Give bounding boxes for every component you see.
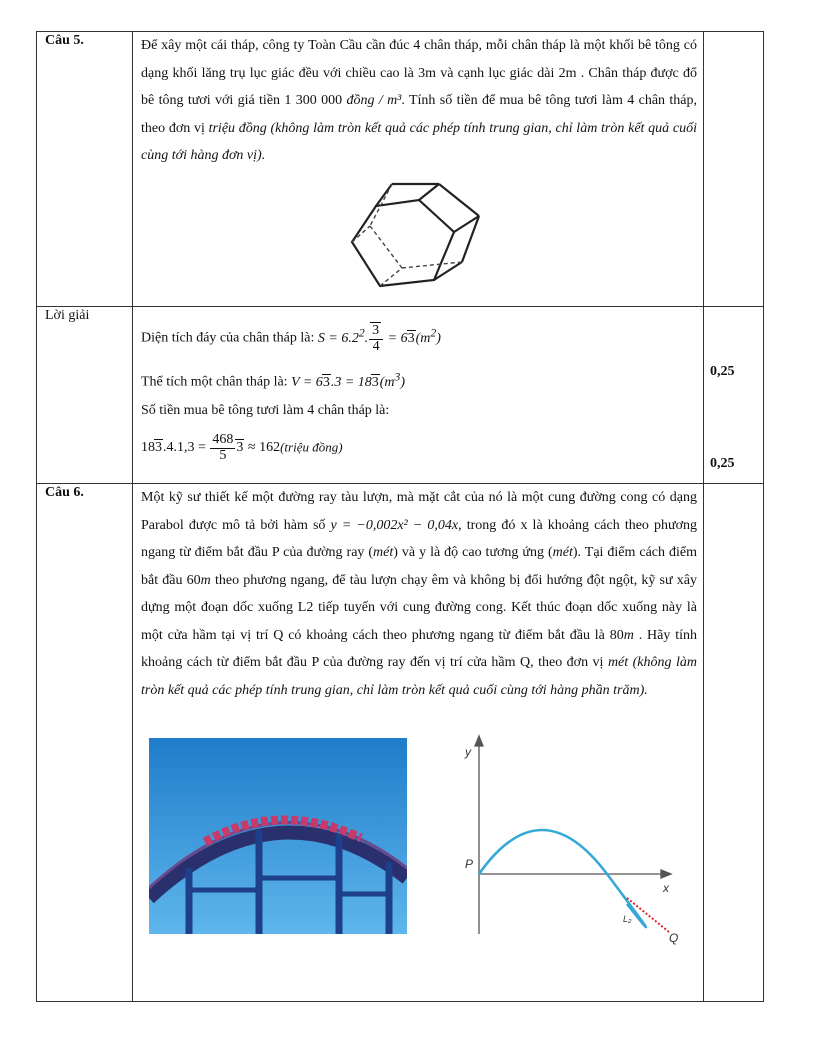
question-6-figures	[141, 726, 697, 976]
solution-row	[37, 307, 764, 484]
question-5-row	[37, 32, 764, 307]
solution-line-3: Số tiền mua bê tông tươi làm 4 chân tháp là:	[141, 403, 390, 418]
roller-coaster-photo	[149, 738, 407, 934]
question-6-text: Một kỹ sư thiết kế một đường ray tàu lượn, mà mặt cắt của nó là một cung đường cong có dạng Parabol được mô tả bởi hàm số y = −0,002x² − 0,04x, trong đó x là khoảng cách theo phương ngang từ điểm bắt đầu P của đường ray (mét) và y là độ cao tương ứng (mét). Tại điểm cách điểm bắt đầu 60m theo phương ngang, để tàu lượn chạy êm và không bị đổi hướng đột ngột, kỹ sư xây dựng một đoạn dốc xuống L2 tiếp tuyến với cung đường cong. Kết thúc đoạn dốc xuống này là một cửa hầm tại vị trí Q có khoảng cách theo phương ngang từ điểm bắt đầu là 80m . Hãy tính khoảng cách từ điểm bắt đầu P của đường ray đến vị trí cửa hầm Q, theo đơn vị mét (không làm tròn kết quả các phép tính trung gian, chỉ làm tròn kết quả cuối cùng tới hàng phần trăm).	[141, 490, 698, 698]
parabola-function: y = −0,002x² − 0,04x	[330, 517, 459, 533]
volume-formula: $V = 63.3 = 183(m^3)$	[291, 370, 406, 390]
x-axis-arrow	[661, 870, 671, 878]
solution-line-1: Diện tích đáy của chân tháp là: $S = 6.2^2$. $\frac{3}{4}$ = $63(m^2)$	[141, 323, 441, 354]
graph-q-label: Q	[669, 931, 679, 945]
exam-table	[36, 31, 764, 1002]
l2-tangent-line	[627, 898, 669, 932]
graph-l2-label: L₂	[623, 914, 632, 924]
parabola-curve	[479, 830, 646, 927]
graph-y-label: y	[465, 745, 471, 759]
parabola-graph	[431, 726, 681, 946]
solution-label: Lời giải	[45, 308, 90, 323]
question-6-label: Câu 6.	[45, 485, 84, 500]
score-1: 0,25	[710, 364, 735, 379]
y-axis-arrow	[475, 736, 483, 746]
question-5-text: Để xây một cái tháp, công ty Toàn Cầu cần đúc 4 chân tháp, mỗi chân tháp là một khối bê tông có dạng khối lăng trụ lục giác đều với chiều cao là 3m và cạnh lục giác dài 2m . Chân tháp được đổ bê tông tươi với giá tiền 1 300 000 đồng / m³. Tính số tiền để mua bê tông tươi làm 4 chân tháp, theo đơn vị triệu đồng (không làm tròn kết quả các phép tính trung gian, chỉ làm tròn kết quả cuối cùng tới hàng đơn vị).	[141, 38, 698, 163]
graph-x-label: x	[663, 881, 669, 895]
question-6-row	[37, 484, 764, 1002]
solution-line-4: 183.4.1,3 = $\frac{468}{5}$ 3 ≈ 162(triệu đồng)	[141, 432, 343, 463]
question-5-label: Câu 5.	[45, 33, 84, 48]
area-formula: $S = 6.2^2$. $\frac{3}{4}$ = $63(m^2)$	[317, 323, 441, 354]
graph-p-label: P	[465, 857, 474, 871]
hexagonal-prism-figure	[344, 176, 494, 294]
solution-line-2: Thể tích một chân tháp là: $V = 63.3 = 183(m^3)$	[141, 370, 406, 390]
score-2: 0,25	[710, 456, 735, 471]
cost-formula: 183.4.1,3 = $\frac{468}{5}$ 3 ≈ 162	[141, 432, 281, 463]
